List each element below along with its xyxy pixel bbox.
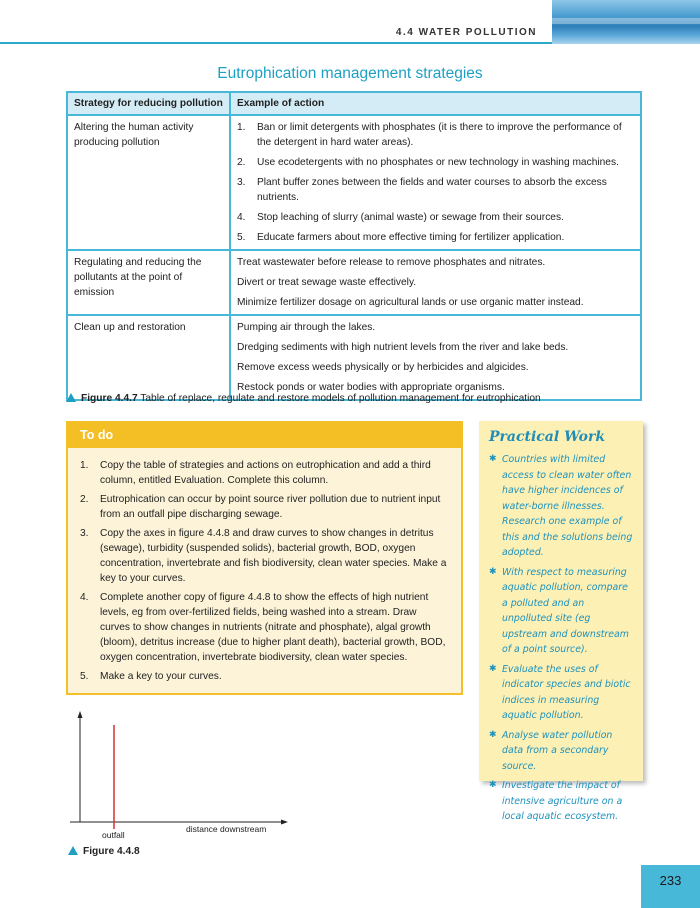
header-rule: [0, 42, 552, 44]
asterisk-icon: ✱: [489, 780, 497, 790]
action-list: [237, 120, 634, 245]
table-row: [67, 315, 641, 400]
todo-title: To do: [68, 423, 461, 448]
action-line: Divert or treat sewage waste effectively.: [237, 277, 417, 288]
asterisk-icon: ✱: [489, 729, 497, 740]
strategy-cell: Altering the human activity producing pollution: [67, 115, 230, 250]
table-row: [67, 115, 641, 250]
action-line: Pumping air through the lakes.: [237, 322, 376, 333]
figure-4-4-7-caption: [66, 393, 541, 404]
action-line: Dredging sediments with high nutrient levels from the river and lake beds.: [237, 342, 569, 353]
list-item: 3. Copy the axes in figure 4.4.8 and draw curves to show changes in detritus (sewage), turbidity (suspended solids), bacterial growth, BOD, oxygen concentration, invertebrate and fish biodiversity, clean water species. Make a key to your curves.: [80, 528, 447, 584]
figure-caption-text: Table of replace, regulate and restore models of pollution management for eutrophication: [140, 393, 541, 404]
todo-box: [66, 421, 463, 695]
list-item: 5. Make a key to your curves.: [80, 671, 222, 682]
figure-label: Figure 4.4.7: [81, 393, 138, 404]
figure-4-4-8-axes: [62, 705, 292, 845]
table-row: [67, 250, 641, 315]
strategies-table: [66, 91, 642, 401]
triangle-icon: [66, 393, 76, 402]
x-axis-arrow-icon: [281, 820, 288, 825]
list-item: ✱ With respect to measuring aquatic pollution, compare a polluted and an unpolluted site (eg upstream and downstream of a point source).: [489, 565, 635, 658]
list-item: 2. Eutrophication can occur by point source river pollution due to nutrient input from an outfall pipe discharging sewage.: [80, 494, 441, 520]
strategy-cell: Regulating and reducing the pollutants at the point of emission: [67, 250, 230, 315]
list-item: ✱ Countries with limited access to clean water often have higher incidences of water-borne illnesses. Research one example of this and the solutions being adopted.: [489, 452, 635, 561]
list-item: ✱ Investigate the impact of intensive agriculture on a local aquatic ecosystem.: [489, 778, 635, 825]
column-header-action: Example of action: [230, 92, 641, 115]
asterisk-icon: ✱: [489, 454, 497, 464]
list-item: ✱ Evaluate the uses of indicator species and biotic indices in measuring aquatic pollution.: [489, 662, 635, 724]
list-item: 4. Stop leaching of slurry (animal waste) or sewage from their sources.: [237, 212, 564, 223]
header-water-photo: [552, 0, 700, 44]
practical-work-note: [479, 421, 643, 822]
column-header-strategy: Strategy for reducing pollution: [67, 92, 230, 115]
practical-work-list: [489, 452, 635, 825]
action-line: Remove excess weeds physically or by herbicides and algicides.: [237, 362, 529, 373]
page-number: 233: [641, 865, 700, 908]
list-item: 1. Copy the table of strategies and actions on eutrophication and add a third column, entitled Evaluation. Complete this column.: [80, 460, 431, 486]
list-item: 5. Educate farmers about more effective timing for fertilizer application.: [237, 232, 565, 243]
y-axis-arrow-icon: [78, 711, 83, 718]
section-title: 4.4 WATER POLLUTION: [395, 27, 537, 38]
triangle-icon: [68, 846, 78, 855]
action-line: Restock ponds or water bodies with appropriate organisms.: [237, 382, 505, 393]
action-cell: [230, 250, 641, 315]
list-item: ✱ Analyse water pollution data from a secondary source.: [489, 728, 635, 775]
asterisk-icon: ✱: [489, 566, 497, 577]
action-cell: [230, 315, 641, 400]
todo-list: [68, 448, 461, 684]
table-header-row: [67, 92, 641, 115]
asterisk-icon: ✱: [489, 663, 497, 674]
x-axis-label: distance downstream: [186, 824, 267, 834]
strategy-cell: Clean up and restoration: [67, 315, 230, 400]
list-item: 4. Complete another copy of figure 4.4.8 to show the effects of high nutrient levels, eg from over-fertilized fields, being washed into a stream. Draw curves to show changes in nutrients (nitrate and phosphate), algal growth (bloom), detritus increase (due to higher plant death), bacterial growth, BOD, oxygen concentration, invertebrate biodiversity, clean water species.: [80, 592, 446, 663]
action-cell: [230, 115, 641, 250]
practical-work-title: Practical Work: [489, 429, 606, 445]
figure-4-4-8-caption: [68, 846, 140, 857]
list-item: 3. Plant buffer zones between the fields and water courses to absorb the excess nutrients.: [237, 177, 607, 203]
figure-label: Figure 4.4.8: [83, 846, 140, 857]
list-item: 1. Ban or limit detergents with phosphates (it is there to improve the performance of the detergent in hard water areas).: [237, 122, 622, 148]
outfall-label: outfall: [102, 830, 125, 840]
page-title: Eutrophication management strategies: [217, 65, 483, 82]
action-line: Minimize fertilizer dosage on agricultural lands or use organic matter instead.: [237, 297, 584, 308]
action-line: Treat wastewater before release to remove phosphates and nitrates.: [237, 257, 546, 268]
list-item: 2. Use ecodetergents with no phosphates or new technology in washing machines.: [237, 157, 619, 168]
